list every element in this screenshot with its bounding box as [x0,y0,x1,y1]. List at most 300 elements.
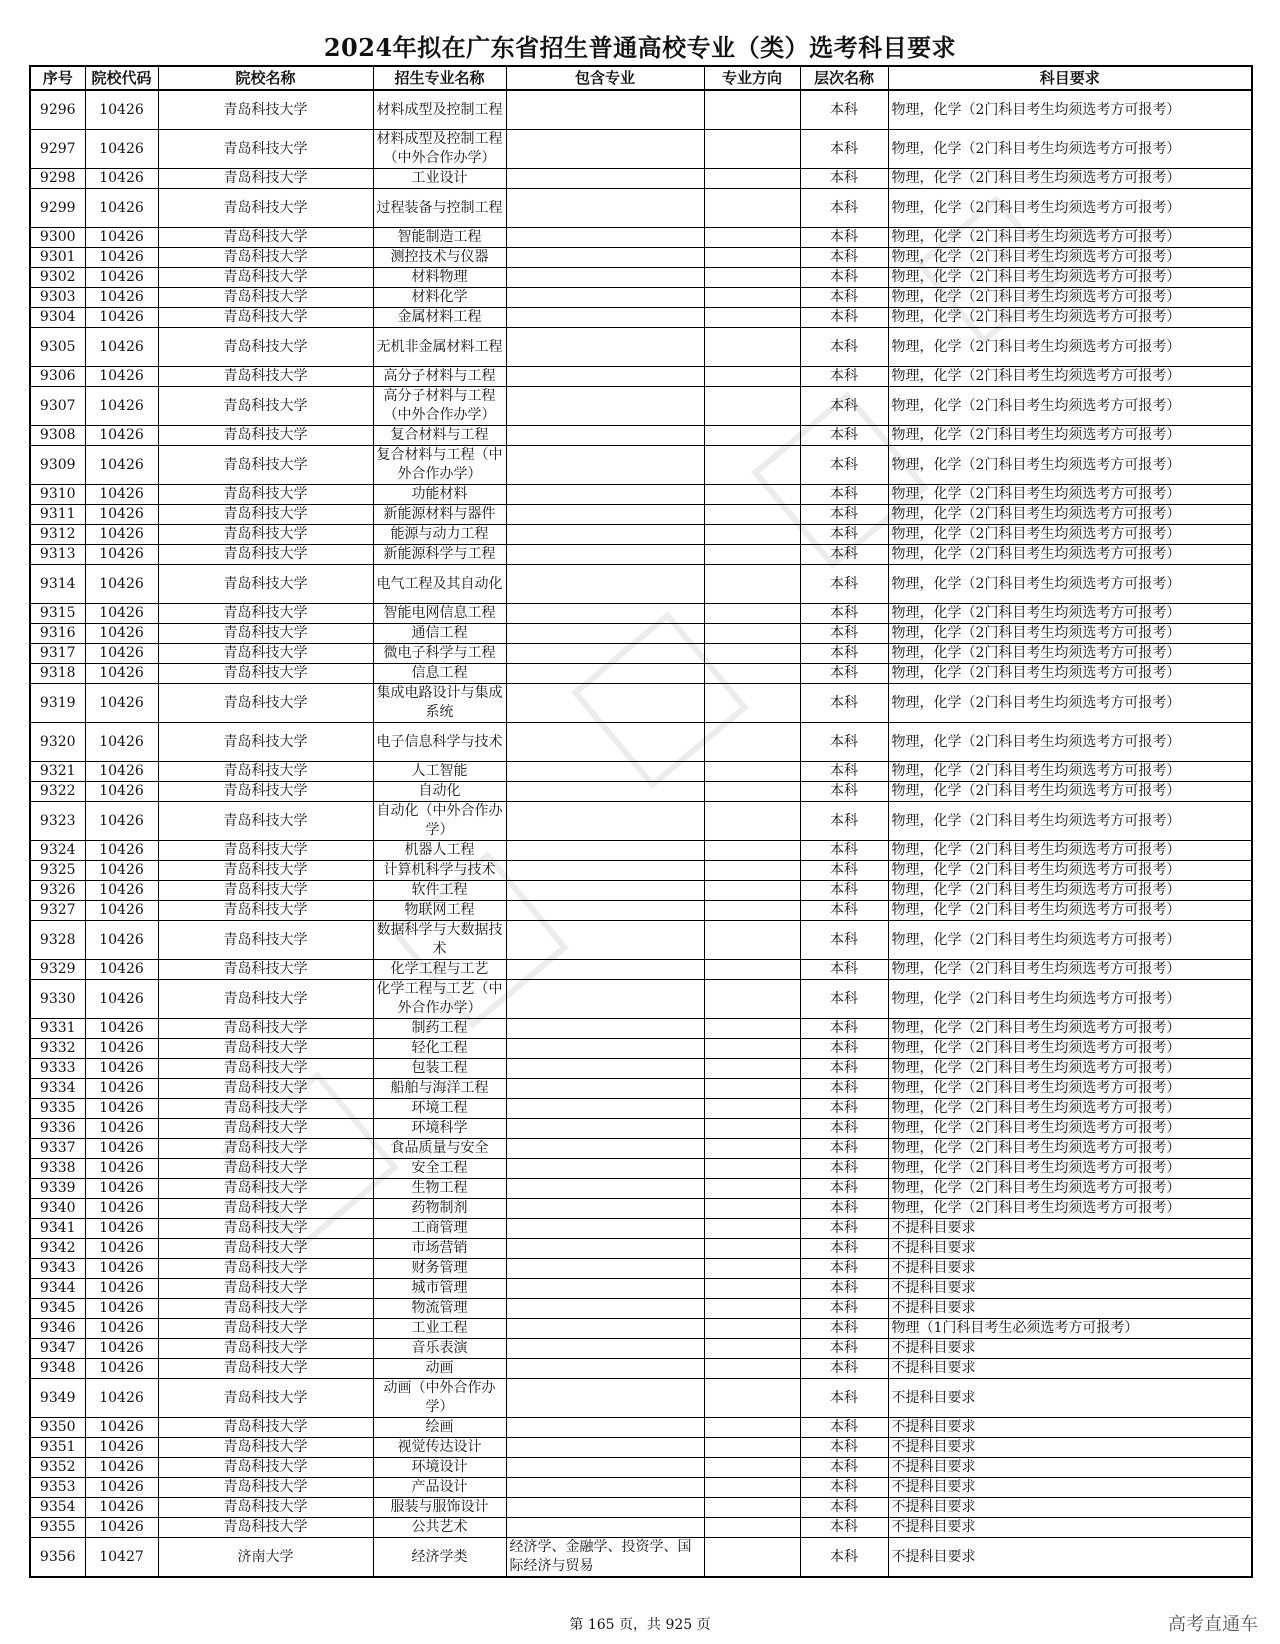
row-major [373,1199,506,1219]
row-includes [506,1019,704,1039]
row-direction [704,426,800,446]
row-requirement [888,288,1252,308]
row-code [85,565,158,604]
row-school [158,960,373,980]
row-major-text: 集成电路设计与集成系统 [376,685,503,720]
row-school [158,525,373,545]
row-requirement [888,268,1252,288]
table-row [30,1458,1252,1478]
row-level-text: 本科 [830,783,858,799]
row-includes [506,1498,704,1518]
row-code-text: 10426 [99,1360,144,1376]
row-major [373,1279,506,1299]
row-major [373,960,506,980]
row-level [800,624,888,644]
row-major [373,485,506,505]
row-code [85,1119,158,1139]
row-code [85,881,158,901]
row-level-text: 本科 [830,694,858,711]
row-school-text: 青岛科技大学 [223,1260,308,1276]
row-code [85,604,158,624]
row-no [30,169,85,189]
row-school-text: 青岛科技大学 [223,546,308,562]
row-no [30,545,85,565]
row-code-text: 10426 [99,1519,144,1535]
row-direction [704,90,800,130]
row-major [373,228,506,248]
row-no-text: 9306 [39,368,76,384]
row-school [158,565,373,604]
row-code [85,802,158,841]
row-direction [704,664,800,684]
row-no-text: 9314 [39,575,76,592]
row-requirement-text: 物理，化学（2门科目考生均须选考方可报考） [891,1200,1181,1216]
row-code-text: 10426 [99,665,144,681]
row-code-text: 10426 [99,1040,144,1056]
row-code [85,1279,158,1299]
row-code [85,367,158,387]
row-requirement [888,644,1252,664]
table-row [30,1279,1252,1299]
row-requirement [888,565,1252,604]
row-requirement [888,960,1252,980]
row-no-text: 9337 [39,1140,76,1156]
row-major-text: 物联网工程 [404,902,475,918]
row-level-text: 本科 [830,645,858,661]
row-code-text: 10426 [99,842,144,858]
row-level [800,980,888,1019]
row-school [158,901,373,921]
row-level-text: 本科 [830,733,858,750]
row-includes [506,1359,704,1379]
row-no-text: 9303 [39,289,76,305]
row-no-text: 9347 [39,1340,76,1356]
row-direction [704,1059,800,1079]
row-code [85,1498,158,1518]
row-major-text: 经济学类 [411,1548,468,1565]
row-requirement [888,1219,1252,1239]
row-direction [704,1039,800,1059]
row-no [30,228,85,248]
row-direction [704,1319,800,1339]
row-major-text: 高分子材料与工程 [383,368,496,384]
row-school-text: 青岛科技大学 [223,1100,308,1116]
row-level-text: 本科 [830,1080,858,1096]
row-major [373,367,506,387]
row-code-text: 10426 [99,902,144,918]
table-header-row [30,66,1252,90]
row-school-text: 青岛科技大学 [223,170,308,186]
row-requirement-text: 物理，化学（2门科目考生均须选考方可报考） [891,763,1181,779]
row-school-text: 青岛科技大学 [223,229,308,245]
row-major-text: 产品设计 [411,1479,468,1495]
row-school [158,1498,373,1518]
row-no [30,90,85,130]
row-no [30,1019,85,1039]
row-major [373,1458,506,1478]
row-includes [506,1279,704,1299]
row-level [800,1418,888,1438]
row-major-text: 材料成型及控制工程（中外合作办学） [376,131,503,166]
page-title: 2024年拟在广东省招生普通高校专业（类）选考科目要求 [323,33,957,62]
row-code-text: 10426 [99,733,144,750]
row-school-text: 青岛科技大学 [223,427,308,443]
row-requirement [888,1319,1252,1339]
row-school-text: 青岛科技大学 [223,694,308,711]
row-direction [704,1279,800,1299]
row-requirement-text: 不提科目要求 [891,1439,976,1455]
row-includes [506,1059,704,1079]
row-code [85,387,158,426]
row-code [85,1438,158,1458]
row-includes [506,328,704,367]
row-level [800,308,888,328]
row-code-text: 10426 [99,1220,144,1236]
row-no [30,861,85,881]
row-requirement-text: 物理，化学（2门科目考生均须选考方可报考） [891,902,1181,918]
row-level-text: 本科 [830,1200,858,1216]
row-requirement-text: 不提科目要求 [891,1360,976,1376]
row-school-text: 青岛科技大学 [223,625,308,641]
row-includes [506,1239,704,1259]
row-includes [506,288,704,308]
row-major-text: 环境设计 [411,1459,468,1475]
row-major-text: 新能源材料与器件 [383,506,496,522]
row-school-text: 济南大学 [237,1548,294,1565]
row-code [85,169,158,189]
row-school-text: 青岛科技大学 [223,289,308,305]
row-level [800,1319,888,1339]
row-requirement-text: 物理，化学（2门科目考生均须选考方可报考） [891,1120,1181,1136]
row-level-text: 本科 [830,456,858,473]
table-row [30,1259,1252,1279]
row-code-text: 10426 [99,140,144,157]
row-no-text: 9308 [39,427,76,443]
row-code-text: 10426 [99,1459,144,1475]
row-school-text: 青岛科技大学 [223,269,308,285]
row-no [30,1418,85,1438]
row-no [30,565,85,604]
row-major [373,1299,506,1319]
row-level-text: 本科 [830,506,858,522]
row-level-text: 本科 [830,812,858,829]
row-level-text: 本科 [830,269,858,285]
row-includes [506,446,704,485]
row-requirement [888,1259,1252,1279]
row-school [158,604,373,624]
row-school-text: 青岛科技大学 [223,1340,308,1356]
row-level [800,762,888,782]
row-major [373,1359,506,1379]
row-school-text: 青岛科技大学 [223,902,308,918]
row-major [373,921,506,960]
table-row [30,1179,1252,1199]
row-level [800,1199,888,1219]
row-no [30,1379,85,1418]
row-requirement-text: 物理，化学（2门科目考生均须选考方可报考） [891,783,1181,799]
row-level [800,485,888,505]
table-row [30,960,1252,980]
row-level [800,1438,888,1458]
table-row [30,921,1252,960]
row-requirement [888,525,1252,545]
row-level [800,1498,888,1518]
row-requirement [888,446,1252,485]
row-school-text: 青岛科技大学 [223,882,308,898]
row-level [800,1279,888,1299]
row-school-text: 青岛科技大学 [223,1280,308,1296]
row-requirement-text: 物理，化学（2门科目考生均须选考方可报考） [891,249,1181,265]
table-row [30,1239,1252,1259]
row-no-text: 9324 [39,842,76,858]
row-direction [704,1478,800,1498]
row-school-text: 青岛科技大学 [223,575,308,592]
row-major [373,684,506,723]
row-code [85,841,158,861]
row-code [85,624,158,644]
row-includes [506,1458,704,1478]
row-level-text: 本科 [830,229,858,245]
row-code [85,1518,158,1538]
row-direction [704,1079,800,1099]
row-includes [506,861,704,881]
row-major [373,169,506,189]
row-code-text: 10426 [99,506,144,522]
row-level [800,664,888,684]
row-includes [506,248,704,268]
row-major-text: 材料成型及控制工程 [376,101,503,118]
row-includes [506,90,704,130]
row-school [158,90,373,130]
row-no-text: 9296 [39,101,76,118]
row-level [800,1259,888,1279]
row-requirement [888,604,1252,624]
row-major-text: 电气工程及其自动化 [376,575,503,592]
row-no-text: 9310 [39,486,76,502]
row-no-text: 9317 [39,645,76,661]
row-school-text: 青岛科技大学 [223,199,308,216]
row-requirement-text: 不提科目要求 [891,1300,976,1316]
brand-watermark: 高考直通车 [1168,1614,1258,1635]
row-code [85,664,158,684]
row-school [158,1039,373,1059]
row-requirement-text: 物理，化学（2门科目考生均须选考方可报考） [891,1060,1181,1076]
row-code [85,1418,158,1438]
row-school-text: 青岛科技大学 [223,1499,308,1515]
row-school-text: 青岛科技大学 [223,645,308,661]
row-major [373,387,506,426]
row-includes [506,762,704,782]
row-no [30,1179,85,1199]
row-major-text: 包装工程 [411,1060,468,1076]
row-major [373,1239,506,1259]
row-major-text: 视觉传达设计 [397,1439,482,1455]
row-no [30,1478,85,1498]
row-includes [506,1099,704,1119]
row-school [158,545,373,565]
row-no-text: 9300 [39,229,76,245]
row-includes [506,1339,704,1359]
row-level [800,1219,888,1239]
row-major [373,565,506,604]
row-school-text: 青岛科技大学 [223,486,308,502]
row-no [30,1279,85,1299]
row-level-text: 本科 [830,199,858,216]
row-code-text: 10426 [99,486,144,502]
row-major-text: 市场营销 [411,1240,468,1256]
row-direction [704,565,800,604]
row-major [373,1418,506,1438]
row-level-text: 本科 [830,882,858,898]
row-no [30,367,85,387]
row-no [30,762,85,782]
table-row [30,1019,1252,1039]
row-no-text: 9345 [39,1300,76,1316]
row-school-text: 青岛科技大学 [223,140,308,157]
row-no-text: 9328 [39,931,76,948]
row-code [85,1259,158,1279]
row-code-text: 10426 [99,1160,144,1176]
row-code-text: 10426 [99,456,144,473]
row-requirement-text: 物理，化学（2门科目考生均须选考方可报考） [891,338,1181,355]
row-level-text: 本科 [830,1240,858,1256]
row-requirement-text: 物理，化学（2门科目考生均须选考方可报考） [891,1020,1181,1036]
table-row [30,1099,1252,1119]
row-includes [506,268,704,288]
row-school [158,189,373,228]
row-includes [506,921,704,960]
row-code [85,228,158,248]
row-major [373,288,506,308]
row-school [158,802,373,841]
row-no [30,604,85,624]
row-level [800,881,888,901]
row-no-text: 9320 [39,733,76,750]
row-requirement [888,901,1252,921]
row-requirement [888,1379,1252,1418]
row-no-text: 9336 [39,1120,76,1136]
row-requirement-text: 物理，化学（2门科目考生均须选考方可报考） [891,456,1181,473]
row-no-text: 9343 [39,1260,76,1276]
row-school [158,367,373,387]
row-school-text: 青岛科技大学 [223,605,308,621]
row-no-text: 9349 [39,1389,76,1406]
row-level-text: 本科 [830,1220,858,1236]
row-code [85,1039,158,1059]
row-school-text: 青岛科技大学 [223,506,308,522]
row-no-text: 9344 [39,1280,76,1296]
row-requirement [888,980,1252,1019]
row-includes [506,782,704,802]
table-row [30,189,1252,228]
row-direction [704,1159,800,1179]
row-school-text: 青岛科技大学 [223,1320,308,1336]
table-row [30,228,1252,248]
row-no-text: 9330 [39,990,76,1007]
row-school-text: 青岛科技大学 [223,665,308,681]
row-code-text: 10426 [99,229,144,245]
row-direction [704,1099,800,1119]
table-row [30,248,1252,268]
row-school-text: 青岛科技大学 [223,1519,308,1535]
table-row [30,169,1252,189]
row-major-text: 自动化（中外合作办学） [376,803,503,838]
row-includes [506,1418,704,1438]
row-includes [506,604,704,624]
row-direction [704,980,800,1019]
row-no [30,664,85,684]
row-direction [704,1339,800,1359]
row-no-text: 9316 [39,625,76,641]
row-code-text: 10426 [99,368,144,384]
row-major [373,189,506,228]
table-row [30,723,1252,762]
row-major-text: 智能电网信息工程 [383,605,496,621]
row-no [30,901,85,921]
row-requirement [888,664,1252,684]
row-level [800,288,888,308]
row-requirement-text: 不提科目要求 [891,1459,976,1475]
row-code-text: 10426 [99,1120,144,1136]
row-school [158,782,373,802]
row-major-text: 信息工程 [411,665,468,681]
row-major-text: 环境工程 [411,1100,468,1116]
table-row [30,1518,1252,1538]
row-direction [704,228,800,248]
row-requirement [888,130,1252,169]
row-code-text: 10426 [99,101,144,118]
row-major-text: 微电子科学与工程 [383,645,496,661]
row-requirement [888,1099,1252,1119]
row-level [800,1359,888,1379]
row-level-text: 本科 [830,1280,858,1296]
row-school [158,1019,373,1039]
row-school [158,762,373,782]
row-major [373,505,506,525]
row-school [158,841,373,861]
row-code [85,684,158,723]
row-requirement [888,802,1252,841]
row-school [158,446,373,485]
row-no-text: 9335 [39,1100,76,1116]
row-requirement [888,684,1252,723]
row-school [158,426,373,446]
row-level-text: 本科 [830,842,858,858]
row-requirement [888,189,1252,228]
row-school [158,1379,373,1418]
row-code-text: 10426 [99,1240,144,1256]
row-requirement-text: 不提科目要求 [891,1419,976,1435]
header-direction: 专业方向 [704,66,800,90]
row-direction [704,782,800,802]
row-level-text: 本科 [830,309,858,325]
row-code-text: 10426 [99,575,144,592]
row-no-text: 9356 [39,1548,76,1565]
row-direction [704,1119,800,1139]
row-requirement-text: 不提科目要求 [891,1260,976,1276]
row-direction [704,268,800,288]
row-code [85,1379,158,1418]
row-code [85,525,158,545]
row-direction [704,485,800,505]
row-school-text: 青岛科技大学 [223,1389,308,1406]
row-code [85,328,158,367]
row-major [373,1259,506,1279]
row-requirement-text: 物理，化学（2门科目考生均须选考方可报考） [891,289,1181,305]
table-row [30,90,1252,130]
row-requirement [888,228,1252,248]
row-no-text: 9348 [39,1360,76,1376]
